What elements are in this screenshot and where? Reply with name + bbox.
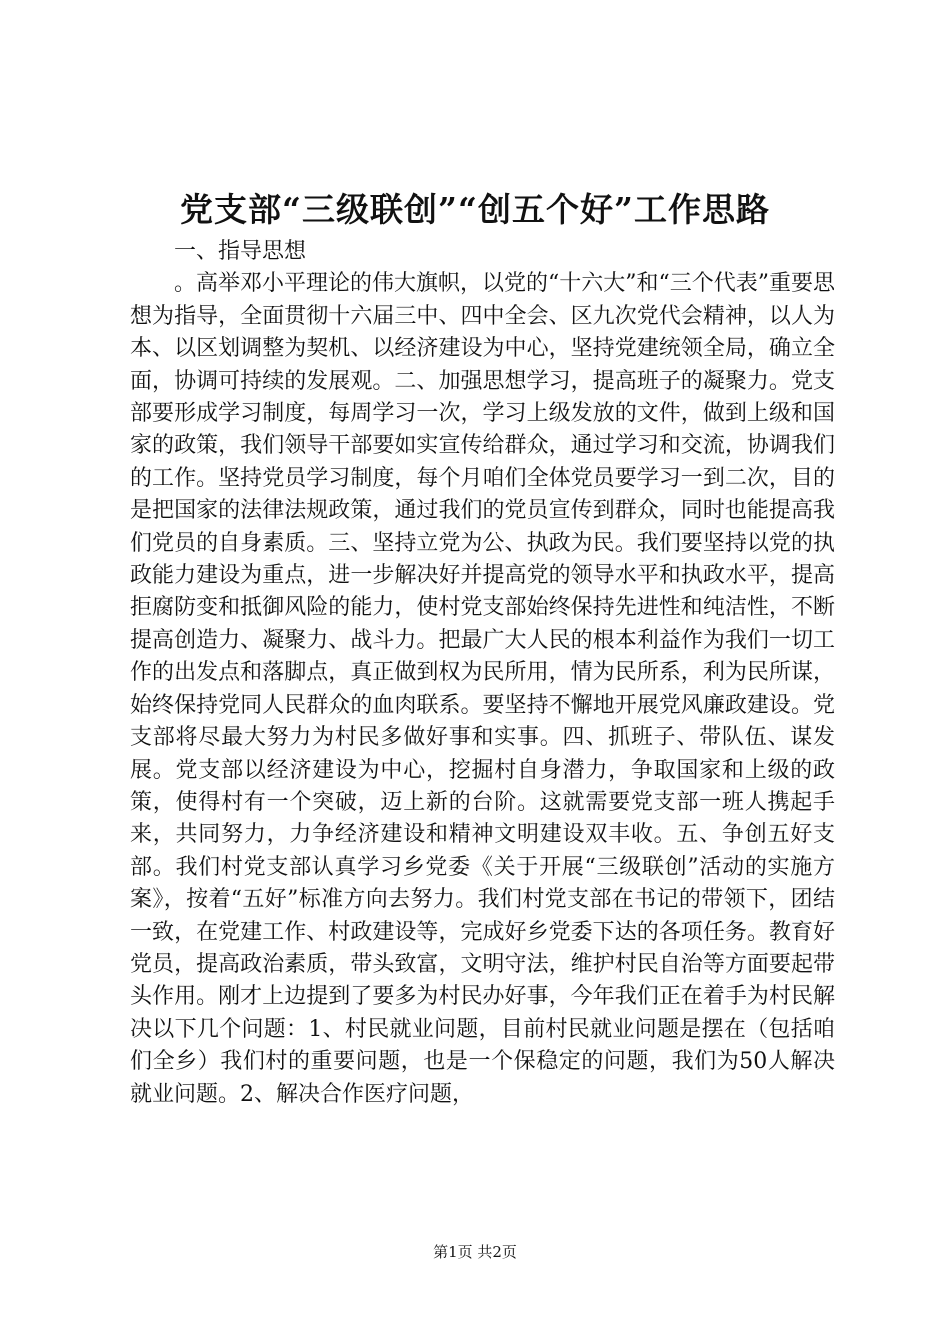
body-paragraph: 。高举邓小平理论的伟大旗帜，以党的“十六大”和“三个代表”重要思想为指导，全面贯彻十六届三中、四中全会、区九次党代会精神，以人为本、以区划调整为契机、以经济建设为中心，坚持党建统领全局，确立全面，协调可持续的发展观。二、加强思想学习，提高班子的凝聚力。党支部要形成学习制度，每周学习一次，学习上级发放的文件，做到上级和国家的政策，我们领导干部要如实宣传给群众，通过学习和交流，协调我们的工作。坚持党员学习制度，每个月咱们全体党员要学习一到二次，目的是把国家的法律法规政策，通过我们的党员宣传到群众，同时也能提高我们党员的自身素质。三、坚持立党为公、执政为民。我们要坚持以党的执政能力建设为重点，进一步解决好并提高党的领导水平和执政水平，提高拒腐防变和抵御风险的能力，使村党支部始终保持先进性和纯洁性，不断提高创造力、凝聚力、战斗力。把最广大人民的根本利益作为我们一切工作的出发点和落脚点，真正做到权为民所用，情为民所系，利为民所谋，始终保持党同人民群众的血肉联系。要坚持不懈地开展党风廉政建设。党支部将尽最大努力为村民多做好事和实事。四、抓班子、带队伍、谋发展。党支部以经济建设为中心，挖掘村自身潜力，争取国家和上级的政策，使得村有一个突破，迈上新的台阶。这就需要党支部一班人携起手来，共同努力，力争经济建设和精神文明建设双丰收。五、争创五好支部。我们村党支部认真学习乡党委《关于开展“三级联创”活动的实施方案》，按着“五好”标准方向去努力。我们村党支部在书记的带领下，团结一致，在党建工作、村政建设等，完成好乡党委下达的各项任务。教育好党员，提高政治素质，带头致富，文明守法，维护村民自治等方面要起带头作用。刚才上边提到了要多为村民办好事，今年我们正在着手为村民解决以下几个问题：1、村民就业问题，目前村民就业问题是摆在（包括咱们全乡）我们村的重要问题，也是一个保稳定的问题，我们为50人解决就业问题。2、解决合作医疗问题， bbox=[130, 271, 835, 1107]
document-body bbox=[130, 236, 835, 1111]
document-title: 党支部“三级联创”“创五个好”工作思路 bbox=[180, 190, 770, 229]
section-heading: 一、指导思想 bbox=[174, 239, 307, 264]
page-number-label: 第1页 共2页 bbox=[433, 1243, 517, 1261]
page-footer bbox=[0, 1242, 950, 1262]
